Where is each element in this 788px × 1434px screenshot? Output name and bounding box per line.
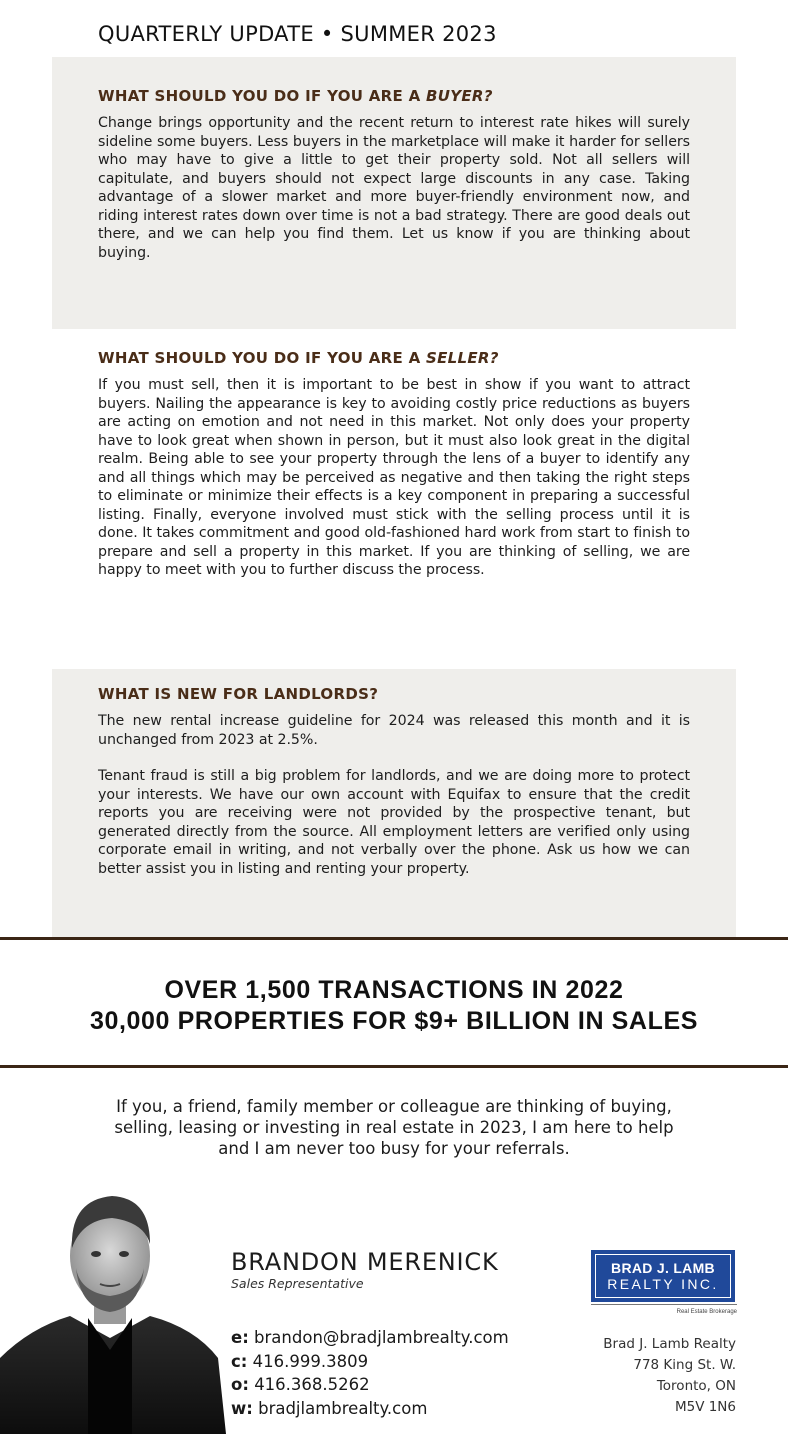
- contact-office-value[interactable]: 416.368.5262: [254, 1375, 370, 1394]
- landlords-heading: WHAT IS NEW FOR LANDLORDS?: [98, 685, 379, 703]
- contact-website-value[interactable]: bradjlambrealty.com: [258, 1398, 428, 1418]
- brokerage-address: [560, 1334, 736, 1418]
- logo-subtitle: Real Estate Brokerage: [676, 1309, 737, 1315]
- contact-list: [231, 1326, 509, 1420]
- agent-portrait: [0, 1188, 232, 1434]
- seller-heading-emphasis: SELLER?: [426, 349, 499, 367]
- buyer-heading: [98, 87, 690, 105]
- landlords-section: [52, 669, 736, 937]
- seller-heading: [98, 349, 690, 367]
- buyer-section: [52, 57, 736, 329]
- contact-office-label: o:: [231, 1375, 249, 1394]
- brokerage-logo: [591, 1250, 735, 1302]
- contact-email-label: e:: [231, 1328, 249, 1347]
- referral-text: If you, a friend, family member or colleague are thinking of buying, selling, leasing or investing in real estate in 2023, I am here to help and I am never too busy for your referrals.: [114, 1097, 674, 1158]
- seller-body: If you must sell, then it is important to be best in show if you want to attract buyers. Nailing the appearance is key to avoiding costly price reductions as buyers are acting on emotion and not need in this market. Not only does your property have to look great when shown in person, but it must also look great in the digital realm. Being able to see your property through the lens of a buyer to identify any and all things which may be perceived as negative and then taking the right steps to eliminate or minimize their effects is a key component in preparing a successful listing. Finally, everyone involved must stick with the selling process until it is done. It takes commitment and good old-fashioned hard work from start to finish to prepare and sell a property in this market. If you are thinking of selling, we are happy to meet with you to further discuss the process.: [98, 377, 690, 578]
- contact-website[interactable]: [231, 1397, 509, 1421]
- contact-office[interactable]: [231, 1373, 509, 1397]
- contact-website-label: w:: [231, 1398, 253, 1418]
- divider-top: [0, 937, 788, 940]
- page-title: QUARTERLY UPDATE • SUMMER 2023: [98, 22, 497, 46]
- seller-heading-text: WHAT SHOULD YOU DO IF YOU ARE A: [98, 349, 427, 367]
- logo-line-2: REALTY INC.: [607, 1276, 719, 1292]
- contact-cell[interactable]: [231, 1350, 509, 1374]
- contact-email-value[interactable]: brandon@bradjlambrealty.com: [254, 1328, 509, 1347]
- seller-section: [52, 319, 736, 659]
- contact-email[interactable]: [231, 1326, 509, 1350]
- stats-line-1: OVER 1,500 TRANSACTIONS IN 2022: [164, 976, 624, 1004]
- contact-cell-value[interactable]: 416.999.3809: [252, 1351, 369, 1371]
- buyer-body: Change brings opportunity and the recent return to interest rate hikes will surely sideline some buyers. Less buyers in the marketplace will make it harder for sellers who may have to give a little to get their property sold. Not all sellers will capitulate, and buyers should not expect large discounts in any case. Taking advantage of a slower market and more buyer-friendly environment now, and riding interest rates down over time is not a bad strategy. There are good deals out there, and we can help you find them. Let us know if you are thinking about buying.: [98, 115, 690, 261]
- stats-line-2: 30,000 PROPERTIES FOR $9+ BILLION IN SALES: [90, 1007, 698, 1035]
- divider-bottom: [0, 1065, 788, 1068]
- address-line: M5V 1N6: [674, 1399, 736, 1415]
- address-line: 778 King St. W.: [633, 1357, 736, 1373]
- logo-frame: [595, 1254, 731, 1298]
- agent-name: BRANDON MERENICK: [231, 1248, 499, 1276]
- logo-line-1: BRAD J. LAMB: [611, 1260, 715, 1276]
- landlords-body-2: Tenant fraud is still a big problem for landlords, and we are doing more to protect your interests. We have our own account with Equifax to ensure that the credit reports you are receiving were not provided by the prospective tenant, but generated directly from the source. All employment letters are verified only using corporate email in writing, and not verbally over the phone. Ask us how we can better assist you in listing and renting your property.: [98, 768, 690, 877]
- address-line: Toronto, ON: [656, 1378, 736, 1394]
- address-line: Brad J. Lamb Realty: [603, 1336, 736, 1352]
- contact-cell-label: c:: [231, 1351, 248, 1371]
- agent-title: Sales Representative: [231, 1276, 364, 1291]
- buyer-heading-text: WHAT SHOULD YOU DO IF YOU ARE A: [98, 87, 427, 105]
- buyer-heading-emphasis: BUYER?: [426, 87, 493, 105]
- landlords-body-1: The new rental increase guideline for 2024 was released this month and it is unchanged from 2023 at 2.5%.: [98, 713, 690, 748]
- logo-divider: [591, 1304, 737, 1305]
